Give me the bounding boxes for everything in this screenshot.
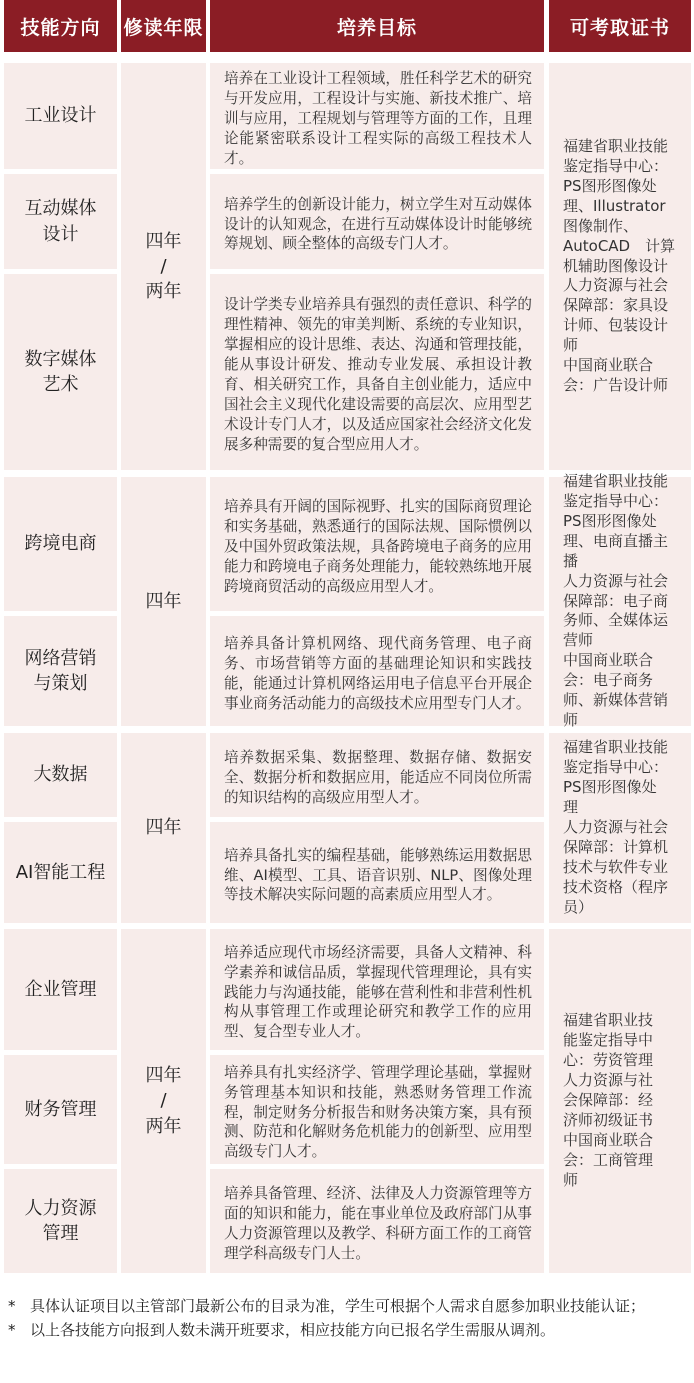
certificates: 福建省职业技能 鉴定指导中心： PS图形图像处 理、Illustrator 图像制作、 AutoCAD 计算 机辅助图像设计 人力资源与社会 保障部：家具设 计师、包装设计 师 中国商业联合 会：广告设计师 — [549, 63, 691, 470]
footnote-marker: * — [8, 1321, 16, 1340]
skill-name: 网络营销 与策划 — [4, 616, 117, 726]
footnotes — [8, 1294, 690, 1343]
study-duration: 四年 — [121, 477, 206, 726]
skill-name: 互动媒体 设计 — [4, 174, 117, 269]
skill-name: 人力资源 管理 — [4, 1169, 117, 1273]
certificates: 福建省职业技能 鉴定指导中心： PS图形图像处 理、电商直播主 播 人力资源与社会 保障部：电子商 务师、全媒体运 营师 中国商业联合 会：电子商务 师、新媒体营销 师 — [549, 477, 691, 726]
skill-name: 跨境电商 — [4, 477, 117, 611]
header-skill-direction: 技能方向 — [4, 0, 117, 52]
training-goal: 培养数据采集、数据整理、数据存储、数据安全、数据分析和数据应用，能适应不同岗位所需的知识结构的高级应用型人才。 — [210, 733, 544, 817]
skill-name: 工业设计 — [4, 63, 117, 169]
training-goal: 培养具有开阔的国际视野、扎实的国际商贸理论和实务基础，熟悉通行的国际法规、国际惯例以及中国外贸政策法规，具备跨境电子商务的应用能力和跨境电子商务处理能力，能较熟练地开展跨境商贸活动的高级应用型人才。 — [210, 477, 544, 611]
study-duration: 四年 / 两年 — [121, 929, 206, 1273]
footnote-marker: * — [8, 1297, 16, 1315]
footnote-text: 具体认证项目以主管部门最新公布的目录为准，学生可根据个人需求自愿参加职业技能认证； — [30, 1297, 646, 1315]
study-duration: 四年 — [121, 733, 206, 923]
training-goal: 培养在工业设计工程领域，胜任科学艺术的研究与开发应用，工程设计与实施、新技术推广、培训与应用，工程规划与管理等方面的工作，且理论能紧密联系设计工程实际的高级工程技术人才。 — [210, 63, 544, 169]
footnote — [8, 1294, 690, 1318]
training-goal: 培养学生的创新设计能力，树立学生对互动媒体设计的认知观念，在进行互动媒体设计时能够统筹规划、顾全整体的高级专门人才。 — [210, 174, 544, 269]
study-duration: 四年 / 两年 — [121, 63, 206, 470]
training-goal: 培养具备扎实的编程基础，能够熟练运用数据思维、AI模型、工具、语音识别、NLP、图像处理等技术解决实际问题的高素质应用型人才。 — [210, 822, 544, 923]
footnote-text: 以上各技能方向报到人数未满开班要求，相应技能方向已报名学生需服从调剂。 — [30, 1321, 556, 1340]
skill-name: 财务管理 — [4, 1055, 117, 1164]
training-goal: 设计学类专业培养具有强烈的责任意识、科学的理性精神、领先的审美判断、系统的专业知识，掌握相应的设计思维、表达、沟通和管理技能，能从事设计研发、推动专业发展、承担设计教育、相关研究工作，具备自主创业能力，适应中国社会主义现代化建设需要的高层次、应用型艺术设计专门人才，以及适应国家社会经济文化发展多种需要的复合型应用人才。 — [210, 274, 544, 470]
training-goal: 培养具有扎实经济学、管理学理论基础，掌握财务管理基本知识和技能，熟悉财务管理工作流程，制定财务分析报告和财务决策方案，具有预测、防范和化解财务危机能力的创新型、应用型高级专门人才。 — [210, 1055, 544, 1164]
training-goal: 培养适应现代市场经济需要，具备人文精神、科学素养和诚信品质，掌握现代管理理论，具有实践能力与沟通技能，能够在营利性和非营利性机构从事管理工作或理论研究和教学工作的应用型、复合型专业人才。 — [210, 929, 544, 1050]
skill-name: AI智能工程 — [4, 822, 117, 923]
training-goal: 培养具备计算机网络、现代商务管理、电子商务、市场营销等方面的基础理论知识和实践技能，能通过计算机网络运用电子信息平台开展企事业商务活动能力的高级技术应用型专门人才。 — [210, 616, 544, 726]
training-goal: 培养具备管理、经济、法律及人力资源管理等方面的知识和能力，能在事业单位及政府部门从事人力资源管理以及教学、科研方面工作的工商管理学科高级专门人士。 — [210, 1169, 544, 1273]
certificates: 福建省职业技能 鉴定指导中心： PS图形图像处 理 人力资源与社会 保障部：计算机 技术与软件专业 技术资格（程序 员） — [549, 733, 691, 923]
header-study-years: 修读年限 — [121, 0, 206, 52]
skill-name: 企业管理 — [4, 929, 117, 1050]
skill-name: 大数据 — [4, 733, 117, 817]
footnote — [8, 1318, 690, 1342]
certificates: 福建省职业技 能鉴定指导中 心：劳资管理 人力资源与社 会保障部：经 济师初级证书 中国商业联合 会：工商管理 师 — [549, 929, 691, 1273]
header-training-goal: 培养目标 — [210, 0, 544, 52]
skill-name: 数字媒体 艺术 — [4, 274, 117, 470]
header-certificates: 可考取证书 — [549, 0, 691, 52]
